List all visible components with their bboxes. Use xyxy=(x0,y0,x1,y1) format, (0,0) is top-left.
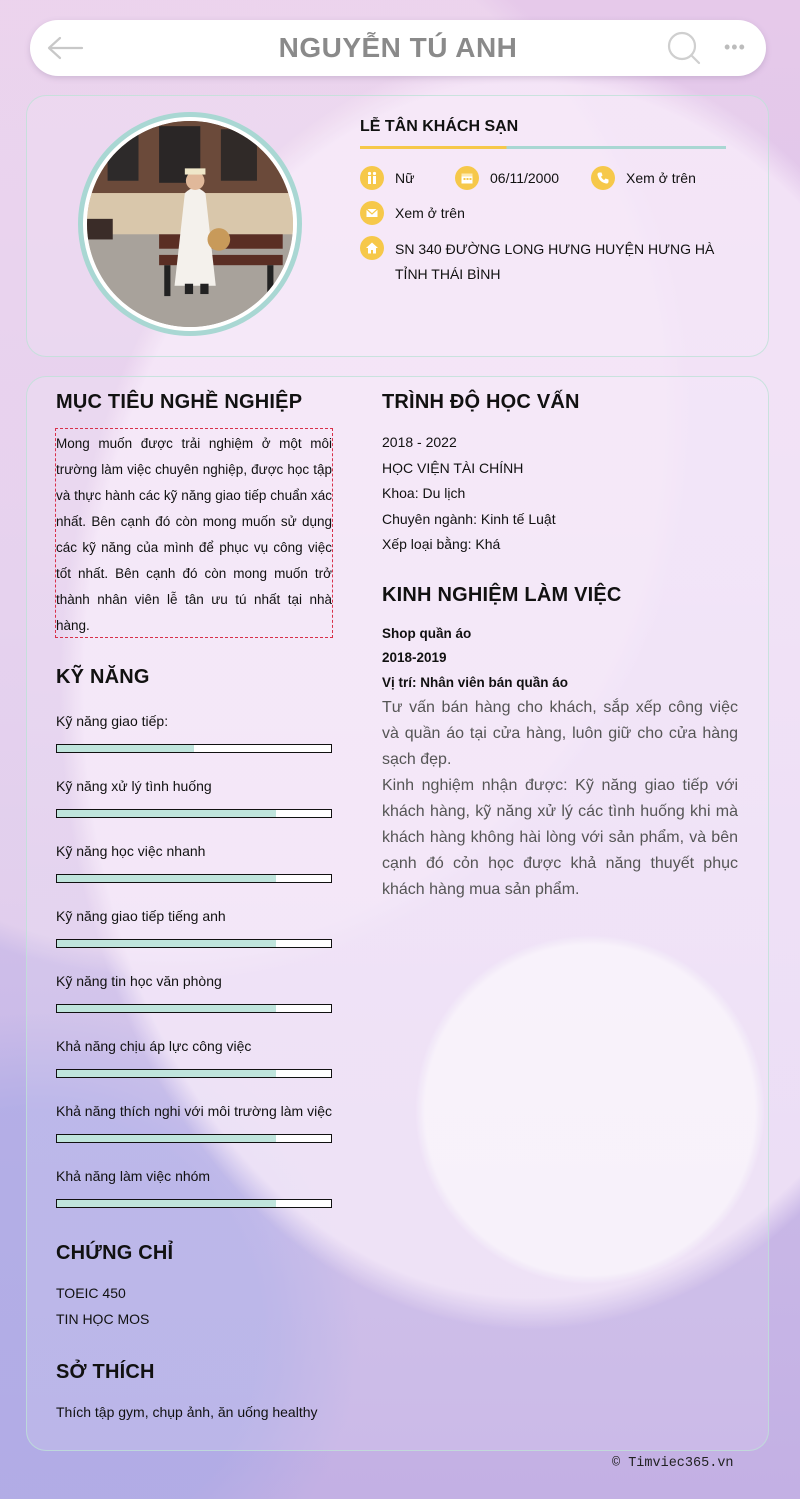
skill-label: Kỹ năng xử lý tình huống xyxy=(56,778,212,794)
more-options-icon[interactable]: ••• xyxy=(724,37,746,57)
birthdate-info xyxy=(455,166,559,190)
experience-company: Shop quần áo xyxy=(382,626,472,641)
skill-label: Kỹ năng giao tiếp tiếng anh xyxy=(56,908,226,924)
email-info xyxy=(360,201,465,225)
job-title: LỄ TÂN KHÁCH SẠN xyxy=(360,118,519,135)
phone-value: Xem ở trên xyxy=(626,170,696,186)
skill-level-bar xyxy=(56,744,332,753)
skill-level-fill xyxy=(57,1005,276,1012)
education-faculty: Khoa: Du lịch xyxy=(382,485,466,501)
skill-level-fill xyxy=(57,940,276,947)
skill-label: Khả năng làm việc nhóm xyxy=(56,1168,211,1184)
skill-level-fill xyxy=(57,810,276,817)
skill-label: Kỹ năng giao tiếp: xyxy=(56,713,169,729)
skill-level-fill xyxy=(57,1070,276,1077)
experience-period: 2018-2019 xyxy=(382,650,447,665)
skill-level-bar xyxy=(56,1199,332,1208)
job-title-underline xyxy=(360,146,726,149)
email-value: Xem ở trên xyxy=(395,205,465,221)
education-heading: TRÌNH ĐỘ HỌC VẤN xyxy=(382,391,580,413)
experience-heading: KINH NGHIỆM LÀM VIỆC xyxy=(382,584,622,606)
profile-photo xyxy=(87,121,293,327)
hobbies-heading: SỞ THÍCH xyxy=(56,1361,155,1383)
gender-icon xyxy=(360,166,384,190)
skill-label: Kỹ năng tin học văn phòng xyxy=(56,973,222,989)
certificate-item: TIN HỌC MOS xyxy=(56,1311,150,1327)
skill-level-bar xyxy=(56,809,332,818)
address-info xyxy=(360,236,395,260)
skill-level-bar xyxy=(56,1004,332,1013)
hobbies-text: Thích tập gym, chụp ảnh, ăn uống healthy xyxy=(56,1404,318,1420)
phone-info xyxy=(591,166,696,190)
search-icon[interactable] xyxy=(666,30,702,66)
skill-label: Khả năng chịu áp lực công việc xyxy=(56,1038,252,1054)
skill-level-bar xyxy=(56,939,332,948)
skill-level-bar xyxy=(56,1069,332,1078)
birthdate-value: 06/11/2000 xyxy=(490,170,560,186)
footer-credit: © Timviec365.vn xyxy=(612,1456,734,1471)
skill-level-bar xyxy=(56,874,332,883)
address-value: SN 340 ĐƯỜNG LONG HƯNG HUYỆN HƯNG HÀ TỈNH THÁI BÌNH xyxy=(395,241,715,282)
skills-heading: KỸ NĂNG xyxy=(56,666,150,688)
education-major: Chuyên ngành: Kinh tế Luật xyxy=(382,510,556,527)
skill-label: Kỹ năng học việc nhanh xyxy=(56,843,206,859)
avatar xyxy=(78,112,302,336)
experience-position: Vị trí: Nhân viên bán quần áo xyxy=(382,675,569,690)
objective-text: Mong muốn được trải nghiệm ở một môi trường làm việc chuyên nghiệp, được học tập và thực hành các kỹ năng giao tiếp chuẩn xác nhất. Bên cạnh đó còn mong muốn sử dụng các kỹ năng của mình để phục vụ công việc tốt nhất. Bên cạnh đó còn mong muốn trở thành nhân viên lễ tân ưu tú nhất tại nhà hàng. xyxy=(55,428,333,638)
calendar-icon xyxy=(455,166,479,190)
certificates-heading: CHỨNG CHỈ xyxy=(56,1242,174,1264)
gender-value: Nữ xyxy=(395,170,415,186)
email-icon xyxy=(360,201,384,225)
experience-description: Tư vấn bán hàng cho khách, sắp xếp công việc và quần áo tại cửa hàng, luôn giữ cho cửa hàng sạch đẹp. xyxy=(382,699,738,768)
education-period: 2018 - 2022 xyxy=(382,434,457,450)
certificate-item: TOEIC 450 xyxy=(56,1285,126,1301)
education-details xyxy=(382,430,556,558)
skill-level-fill xyxy=(57,1200,276,1207)
experience-gained: Kinh nghiệm nhận được: Kỹ năng giao tiếp với khách hàng, kỹ năng xử lý các tình huống khi mà khách hàng không hài lòng với sản phẩm, và bên cạnh đó cỏn học được khả năng thuyết phục khách hàng mua sản phẩm. xyxy=(382,777,738,898)
top-bar xyxy=(30,20,766,76)
education-school: HỌC VIỆN TÀI CHÍNH xyxy=(382,459,524,476)
objective-heading: MỤC TIÊU NGHỀ NGHIỆP xyxy=(56,391,303,413)
skill-level-fill xyxy=(57,745,194,752)
skill-level-fill xyxy=(57,1135,276,1142)
skill-level-fill xyxy=(57,875,276,882)
skill-level-bar xyxy=(56,1134,332,1143)
skill-label: Khả năng thích nghi với môi trường làm việc xyxy=(56,1103,332,1119)
education-grade: Xếp loại bằng: Khá xyxy=(382,536,501,552)
home-icon xyxy=(360,236,384,260)
gender-info xyxy=(360,166,414,190)
phone-icon xyxy=(591,166,615,190)
page-title: NGUYỄN TÚ ANH xyxy=(278,32,518,63)
